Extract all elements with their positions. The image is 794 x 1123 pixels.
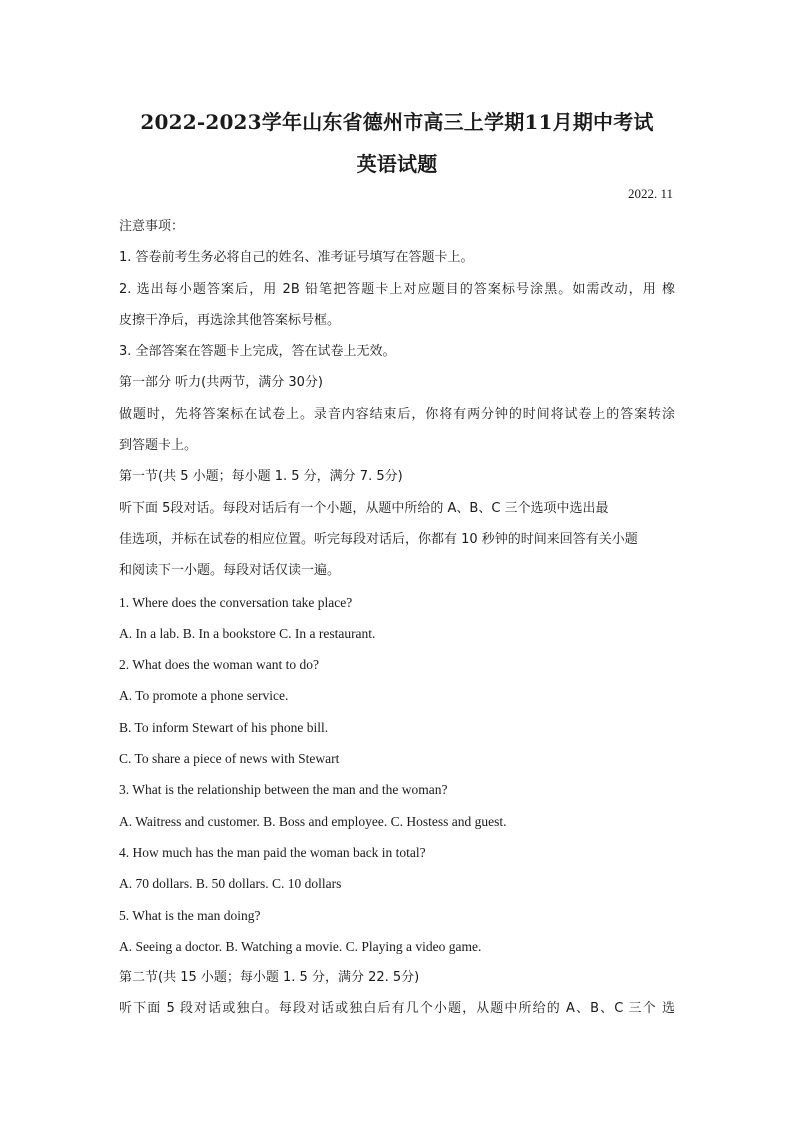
question-2-option-c: C. To share a piece of news with Stewart (119, 751, 340, 767)
question-2-option-b: B. To inform Stewart of his phone bill. (119, 719, 329, 735)
part1-heading: 第一部分 听力(共两节，满分 30分) (119, 375, 323, 391)
question-3-options: A. Waitress and customer. B. Boss and employee. C. Hostess and guest. (119, 813, 507, 829)
notice-item-2-cont: 皮擦干净后，再选涂其他答案标号框。 (119, 312, 341, 328)
question-2: 2. What does the woman want to do? (119, 657, 319, 673)
section1-heading: 第一节(共 5 小题；每小题 1. 5 分，满分 7. 5分) (119, 469, 403, 485)
notice-item-1: 1. 答卷前考生务必将自己的姓名、准考证号填写在答题卡上。 (119, 250, 474, 266)
exam-title: 2022-2023学年山东省德州市高三上学期11月期中考试 (140, 110, 654, 134)
section1-instruction-end: 和阅读下一小题。每段对话仅读一遍。 (119, 563, 341, 579)
question-4: 4. How much has the man paid the woman back in total? (119, 844, 426, 860)
section2-heading: 第二节(共 15 小题；每小题 1. 5 分，满分 22. 5分) (119, 970, 420, 986)
exam-date: 2022. 11 (627, 186, 673, 201)
part1-instruction: 做题时，先将答案标在试卷上。录音内容结束后，你将有两分钟的时间将试卷上的答案转涂 (119, 406, 675, 422)
section1-instruction-cont: 佳选项，并标在试卷的相应位置。听完每段对话后，你都有 10 秒钟的时间来回答有关小题 (119, 531, 638, 547)
body-text (119, 216, 675, 1030)
notice-item-2: 2. 选出每小题答案后，用 2B 铅笔把答题卡上对应题目的答案标号涂黑。如需改动，用 橡 (119, 281, 675, 297)
question-5: 5. What is the man doing? (119, 907, 261, 923)
question-1: 1. Where does the conversation take place? (119, 594, 353, 610)
question-3: 3. What is the relationship between the man and the woman? (119, 782, 448, 798)
notice-item-3: 3. 全部答案在答题卡上完成，答在试卷上无效。 (119, 344, 396, 360)
section1-instruction: 听下面 5段对话。每段对话后有一个小题，从题中所给的 A、B、C 三个选项中选出最 (119, 500, 609, 516)
part1-instruction-cont: 到答题卡上。 (119, 438, 198, 454)
notice-heading: 注意事项： (119, 219, 185, 234)
section2-instruction: 听下面 5 段对话或独白。每段对话或独白后有几个小题，从题中所给的 A、B、C 三个 选 (119, 1001, 675, 1017)
exam-subtitle: 英语试题 (356, 152, 438, 176)
question-5-options: A. Seeing a doctor. B. Watching a movie. C. Playing a video game. (119, 938, 482, 954)
question-2-option-a: A. To promote a phone service. (119, 688, 289, 704)
question-1-options: A. In a lab. B. In a bookstore C. In a restaurant. (119, 625, 376, 641)
question-4-options: A. 70 dollars. B. 50 dollars. C. 10 dollars (119, 876, 342, 892)
